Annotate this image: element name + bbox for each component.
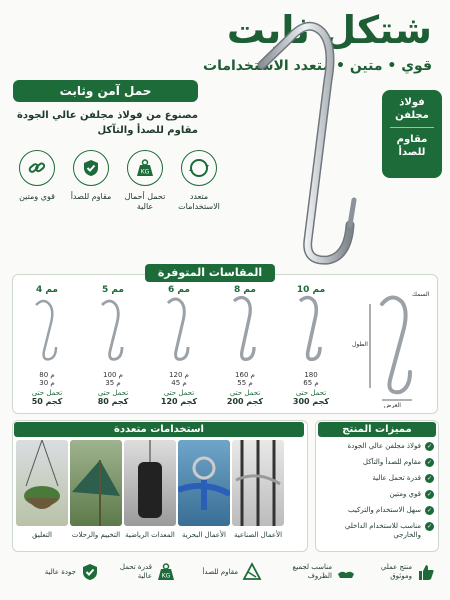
capacity-value: 120 كجم xyxy=(160,397,198,406)
use-label: التعليق xyxy=(32,531,52,539)
list-item xyxy=(320,506,434,515)
feature-label: قوي ومتين xyxy=(19,192,55,201)
bottom-label: مقاوم للصدأ xyxy=(202,567,238,576)
size-col-6mm xyxy=(148,285,210,406)
use-label: التخييم والرحلات xyxy=(71,531,121,539)
uses-header: استخدامات متعددة xyxy=(14,422,304,437)
feature-text: سهل الاستخدام والتركيب xyxy=(348,506,421,514)
length-value: 100 م xyxy=(103,371,123,379)
bottom-item xyxy=(370,562,436,582)
list-item xyxy=(320,458,434,467)
width-value: 30 م xyxy=(39,379,55,387)
hook-small-image xyxy=(280,295,342,367)
feature-text: قوي ومتين xyxy=(389,490,421,498)
page-title: شتكل ثابت xyxy=(226,8,432,52)
capacity-value: 200 كجم xyxy=(226,397,264,406)
svg-text:KG: KG xyxy=(161,572,171,580)
list-item xyxy=(320,442,434,451)
width-value: 35 م xyxy=(105,379,121,387)
use-camping-image xyxy=(70,440,122,526)
feature-load xyxy=(122,150,168,212)
hook-main-image xyxy=(250,10,380,270)
feature-label: مقاوم للصدأ xyxy=(70,192,112,201)
description-line: مصنوع من فولاذ مجلفن عالي الجودة xyxy=(16,110,198,121)
size-value: 6 مم xyxy=(167,285,191,295)
divider xyxy=(390,127,434,128)
sizes-header: المقاسات المتوفرة xyxy=(145,264,275,282)
description xyxy=(8,108,198,138)
size-value: 8 مم xyxy=(233,285,257,295)
width-value: 65 م xyxy=(303,379,319,387)
capacity-label: تحمل حتى xyxy=(229,389,261,397)
bottom-label: قدرة تحمل عالية xyxy=(119,563,152,580)
bottom-item xyxy=(110,562,176,582)
width-value: 55 م xyxy=(237,379,253,387)
feature-strong xyxy=(14,150,60,202)
galvanized-badge xyxy=(382,90,442,178)
weight-kg-icon xyxy=(156,562,176,582)
feature-text: قدرة تحمل عالية xyxy=(372,474,421,482)
check-icon: ✓ xyxy=(426,459,433,466)
use-label: المعدات الرياضية xyxy=(125,531,175,539)
quality-shield-icon xyxy=(80,562,100,582)
capacity-label: تحمل حتى xyxy=(163,389,195,397)
capacity-value: 80 كجم xyxy=(97,397,129,406)
hook-small-image xyxy=(82,295,144,367)
check-icon: ✓ xyxy=(426,523,433,530)
badge-text: مقاوم xyxy=(396,134,428,145)
feature-text: مناسب للاستخدام الداخلي والخارجي xyxy=(344,522,421,539)
check-icon: ✓ xyxy=(426,491,433,498)
feature-label: متعدد الاستخدامات xyxy=(178,192,220,211)
svg-text:KG: KG xyxy=(140,168,150,176)
length-value: 180 xyxy=(304,371,318,379)
list-item xyxy=(320,490,434,499)
product-features-header: مميزات المنتج xyxy=(318,422,436,437)
check-icon: ✓ xyxy=(426,443,433,450)
size-value: 10 مم xyxy=(296,285,326,295)
use-label: الأعمال الصناعية xyxy=(233,531,283,539)
bottom-label: مناسب لجميع الظروف xyxy=(292,563,332,580)
length-value: 160 م xyxy=(235,371,255,379)
size-value: 5 مم xyxy=(101,285,125,295)
size-col-4mm xyxy=(16,285,78,406)
capacity-label: تحمل حتى xyxy=(295,389,327,397)
no-rust-icon xyxy=(242,562,262,582)
feature-rust xyxy=(68,150,114,202)
feature-text: مقاوم للصدأ والتآكل xyxy=(362,458,421,466)
label-length: الطول xyxy=(352,341,368,348)
bottom-label: جودة عالية xyxy=(44,567,76,576)
feature-label: تحمل أحمال عالية xyxy=(124,192,166,211)
shield-check-icon xyxy=(73,150,109,186)
use-industrial-image xyxy=(232,440,284,526)
capacity-value: 50 كجم xyxy=(31,397,63,406)
feature-multi xyxy=(176,150,222,212)
hook-small-image xyxy=(148,295,210,367)
label-thickness: السمك xyxy=(412,291,430,298)
use-hanging-image xyxy=(16,440,68,526)
list-item xyxy=(320,522,434,540)
capacity-label: تحمل حتى xyxy=(31,389,63,397)
length-value: 120 م xyxy=(169,371,189,379)
size-value: 4 مم xyxy=(35,285,59,295)
length-value: 80 م xyxy=(39,371,55,379)
bottom-item xyxy=(290,562,356,582)
weight-kg-icon xyxy=(127,150,163,186)
capacity-label: تحمل حتى xyxy=(97,389,129,397)
use-marine-image xyxy=(178,440,230,526)
link-icon xyxy=(19,150,55,186)
use-sports-image xyxy=(124,440,176,526)
width-value: 45 م xyxy=(171,379,187,387)
description-line: مقاوم للصدأ والتآكل xyxy=(97,125,198,136)
use-label: الأعمال البحرية xyxy=(182,531,226,539)
bottom-item xyxy=(34,562,100,582)
size-col-8mm xyxy=(214,285,276,406)
hook-small-image xyxy=(16,295,78,367)
capacity-value: 300 كجم xyxy=(292,397,330,406)
badge-text: فولاذ xyxy=(399,97,425,108)
check-icon: ✓ xyxy=(426,475,433,482)
banner: حمل آمن وثابت xyxy=(13,80,198,102)
check-icon: ✓ xyxy=(426,507,433,514)
hook-small-image xyxy=(214,295,276,367)
badge-text: مجلفن xyxy=(395,110,429,121)
bottom-item xyxy=(196,562,262,582)
thumbs-up-icon xyxy=(416,562,436,582)
product-features-list xyxy=(320,442,434,547)
feature-text: فولاذ مجلفن عالي الجودة xyxy=(347,442,421,450)
size-col-5mm xyxy=(82,285,144,406)
recycle-icon xyxy=(181,150,217,186)
size-col-10mm xyxy=(280,285,342,406)
badge-text: للصدأ xyxy=(398,147,426,158)
label-width: العرض xyxy=(384,402,401,408)
hook-diagram xyxy=(352,288,436,408)
hands-icon xyxy=(336,562,356,582)
bottom-label: منتج عملي وموثوق xyxy=(380,563,412,580)
list-item xyxy=(320,474,434,483)
subtitle: قوي • متين • متعدد الاستخدامات xyxy=(203,58,432,74)
